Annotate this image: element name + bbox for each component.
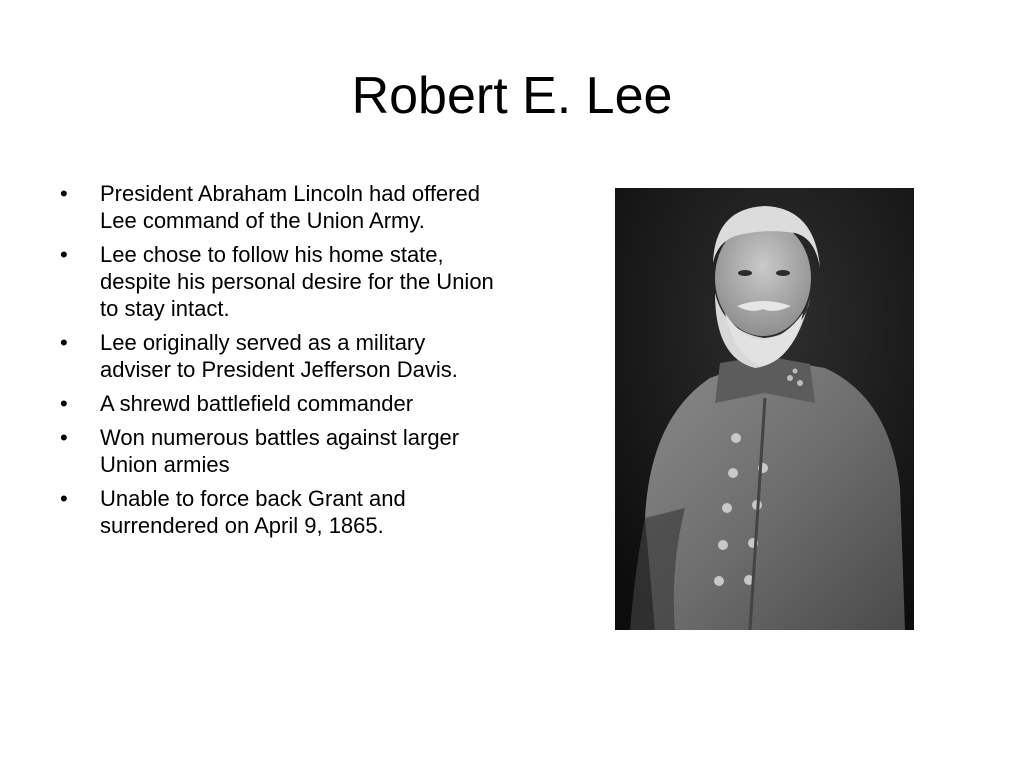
bullet-text: Lee chose to follow his home state, despite his personal desire for the Union to stay intact.: [100, 242, 494, 321]
bullet-item: [60, 485, 500, 539]
bullet-item: [60, 329, 500, 383]
slide-title: Robert E. Lee: [351, 67, 673, 125]
bullet-text: Lee originally served as a military adviser to President Jefferson Davis.: [100, 330, 458, 382]
bullet-icon: •: [60, 391, 68, 416]
bullet-text: A shrewd battlefield commander: [100, 391, 414, 416]
bullet-item: [60, 241, 500, 322]
bullet-icon: •: [60, 181, 68, 206]
bullet-text: President Abraham Lincoln had offered Lee command of the Union Army.: [100, 181, 480, 233]
bullet-icon: •: [60, 425, 68, 450]
bullet-text: Won numerous battles against larger Union armies: [100, 425, 460, 477]
bullet-icon: •: [60, 330, 68, 355]
bullet-icon: •: [60, 242, 68, 267]
bullet-icon: •: [60, 486, 68, 511]
bullet-item: [60, 180, 500, 234]
portrait-illustration: [615, 188, 914, 630]
bullet-item: [60, 390, 500, 417]
bullet-item: [60, 424, 500, 478]
bullet-list: [60, 180, 500, 546]
bullet-text: Unable to force back Grant and surrendered on April 9, 1865.: [100, 486, 406, 538]
portrait-image: [615, 188, 914, 630]
